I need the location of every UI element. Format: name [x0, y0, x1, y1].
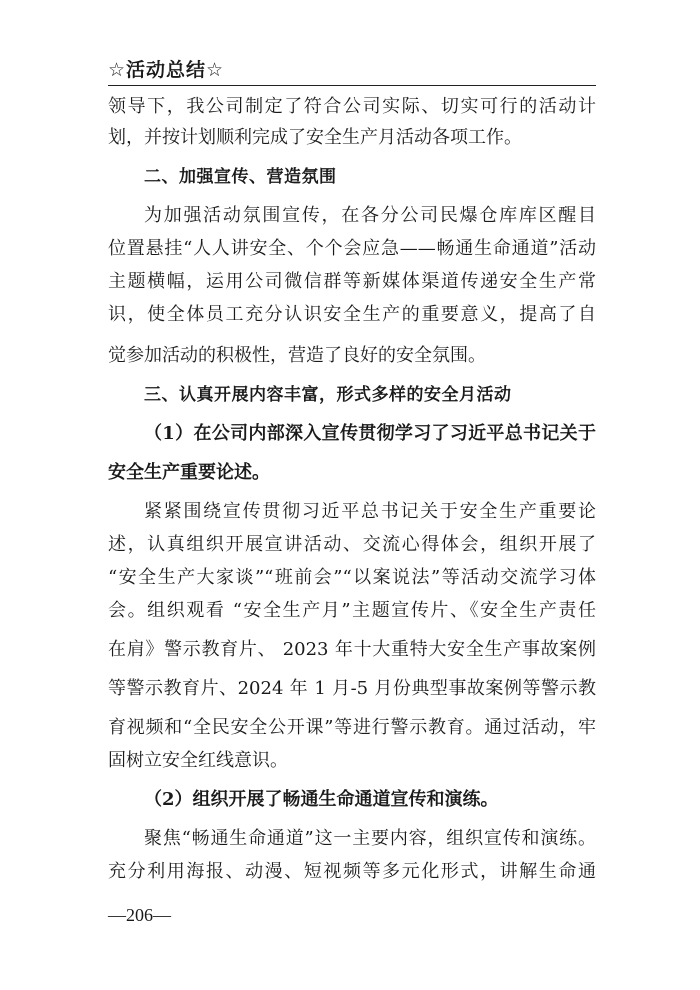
header-title: ☆活动总结☆: [108, 59, 225, 81]
page-number: —206—: [108, 905, 171, 925]
body-line: 在肩》警示教育片、 2023 年十大重特大安全生产事故案例: [108, 639, 596, 660]
body-line: 觉参加活动的积极性，营造了良好的安全氛围。: [108, 345, 486, 366]
subsection-heading: （2）组织开展了畅通生命通道宣传和演练。: [144, 789, 499, 810]
body-line: 紧紧围绕宣传贯彻习近平总书记关于安全生产重要论: [144, 501, 596, 522]
body-line: 充分利用海报、动漫、短视频等多元化形式，讲解生命通: [108, 861, 596, 882]
section-heading: 二、加强宣传、营造氛围: [144, 167, 337, 187]
body-line: 划，并按计划顺利完成了安全生产月活动各项工作。: [108, 127, 522, 148]
body-line: 识，使全体员工充分认识安全生产的重要意义，提高了自: [108, 304, 596, 325]
body-line: 位置悬挂“人人讲安全、个个会应急——畅通生命通道”活动: [108, 238, 596, 259]
subsection-heading: 安全生产重要论述。: [108, 462, 270, 483]
body-line: 聚焦“畅通生命通道”这一主要内容，组织宣传和演练。: [144, 828, 596, 849]
body-line: “安全生产大家谈”“班前会”“以案说法”等活动交流学习体: [108, 567, 596, 588]
body-line: 固树立安全红线意识。: [108, 750, 288, 771]
page-header: [108, 58, 596, 86]
body-line: 为加强活动氛围宣传，在各分公司民爆仓库库区醒目: [144, 205, 596, 226]
body-line: 育视频和“全民安全公开课”等进行警示教育。通过活动，牢: [108, 717, 596, 738]
body-line: 主题横幅，运用公司微信群等新媒体渠道传递安全生产常: [108, 271, 596, 292]
subsection-heading: （1）在公司内部深入宣传贯彻学习了习近平总书记关于: [144, 423, 596, 444]
body-line: 会。组织观看 “安全生产月”主题宣传片、《安全生产责任: [108, 600, 596, 621]
body-line: 述，认真组织开展宣讲活动、交流心得体会，组织开展了: [108, 534, 596, 555]
body-line: 领导下，我公司制定了符合公司实际、切实可行的活动计: [108, 96, 596, 117]
body-line: 等警示教育片、2024 年 1 月-5 月份典型事故案例等警示教: [108, 678, 596, 699]
section-heading: 三、认真开展内容丰富，形式多样的安全月活动: [144, 385, 512, 405]
